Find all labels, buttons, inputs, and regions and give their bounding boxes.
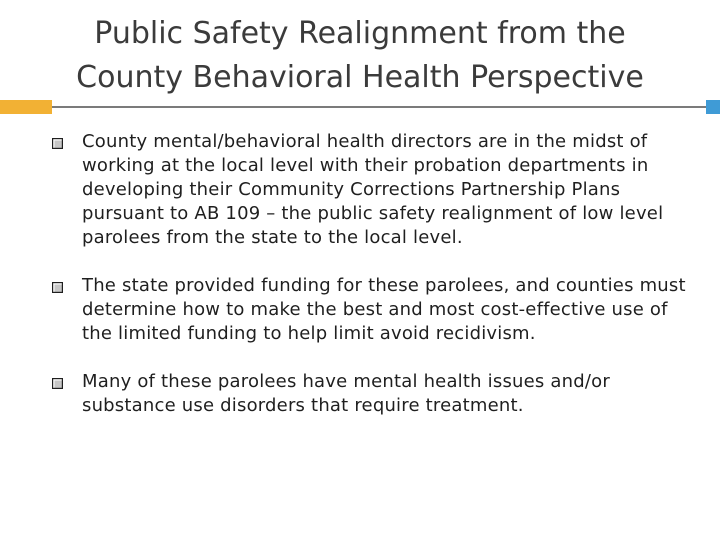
bullet-list — [52, 130, 692, 442]
checkbox-square-icon — [52, 378, 63, 389]
bullet-item-3 — [52, 370, 692, 418]
slide-title-line-1: Public Safety Realignment from the — [94, 16, 626, 51]
accent-bar-right — [706, 100, 720, 114]
slide-title — [40, 12, 680, 100]
checkbox-square-icon — [52, 138, 63, 149]
bullet-text-3: Many of these parolees have mental health issues and/or substance use disorders that require treatment. — [82, 371, 610, 416]
bullet-item-2 — [52, 274, 692, 346]
slide-title-line-2: County Behavioral Health Perspective — [76, 60, 644, 95]
bullet-text-1: County mental/behavioral health directors are in the midst of working at the local level with their probation departments in developing their Community Corrections Partnership Plans pursuant to AB 109 – the public safety realignment of low level parolees from the state to the local level. — [82, 131, 664, 248]
bullet-item-1 — [52, 130, 692, 250]
bullet-text-2: The state provided funding for these parolees, and counties must determine how to make the best and most cost-effective use of the limited funding to help limit avoid recidivism. — [82, 275, 686, 344]
checkbox-square-icon — [52, 282, 63, 293]
accent-bar-left — [0, 100, 52, 114]
title-divider — [52, 106, 706, 108]
